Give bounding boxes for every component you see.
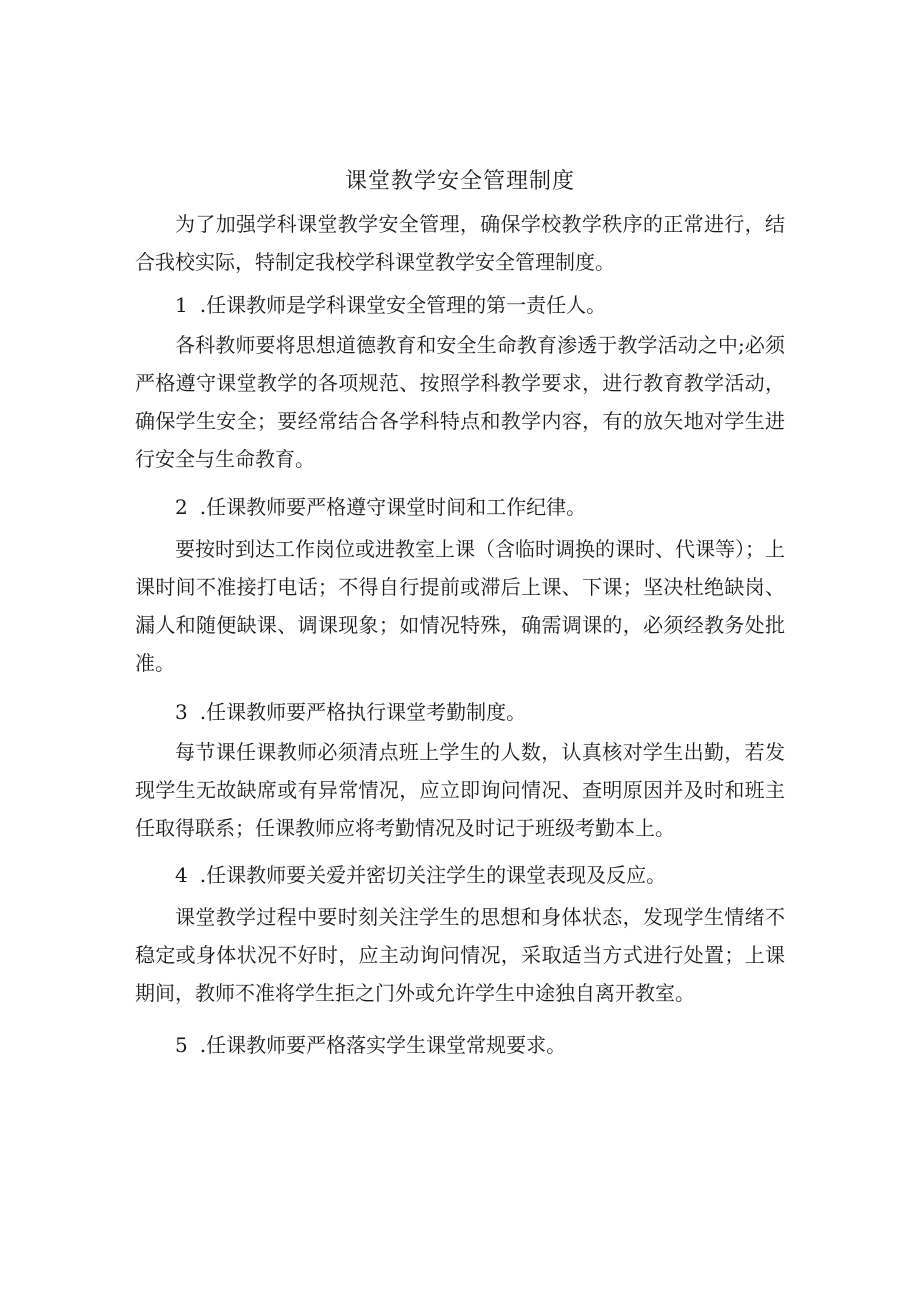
section-3-heading	[175, 697, 795, 727]
section-heading-text: .任课教师要严格落实学生课堂常规要求。	[199, 1033, 567, 1057]
intro-paragraph: 为了加强学科课堂教学安全管理，确保学校教学秩序的正常进行，结合我校实际，特制定我校学科课堂教学安全管理制度。	[135, 212, 785, 274]
section-5-heading	[175, 1030, 795, 1060]
document-title: 课堂教学安全管理制度	[344, 169, 575, 194]
section-3-body: 每节课任课教师必须清点班上学生的人数，认真核对学生出勤，若发现学生无故缺席或有异常情况，应立即询问情况、查明原因并及时和班主任取得联系；任课教师应将考勤情况及时记于班级考勤本上。	[135, 740, 785, 840]
section-number: 4	[175, 863, 188, 887]
section-2-heading	[175, 492, 795, 522]
section-number: 2	[175, 495, 188, 519]
section-1-heading	[175, 290, 795, 320]
section-heading-text: .任课教师是学科课堂安全管理的第一责任人。	[199, 293, 607, 317]
section-heading-text: .任课教师要严格执行课堂考勤制度。	[199, 700, 527, 724]
section-4-heading	[175, 860, 795, 890]
section-number: 1	[175, 293, 188, 317]
section-number: 5	[175, 1033, 188, 1057]
section-number: 3	[175, 700, 188, 724]
section-heading-text: .任课教师要严格遵守课堂时间和工作纪律。	[199, 495, 587, 519]
section-1-body: 各科教师要将思想道德教育和安全生命教育渗透于教学活动之中;必须严格遵守课堂教学的各项规范、按照学科教学要求，进行教育教学活动，确保学生安全；要经常结合各学科特点和教学内容，有的放矢地对学生进行安全与生命教育。	[135, 333, 785, 471]
section-2-body: 要按时到达工作岗位或进教室上课（含临时调换的课时、代课等）；上课时间不准接打电话；不得自行提前或滞后上课、下课；坚决杜绝缺岗、漏人和随便缺课、调课现象；如情况特殊，确需调课的，必须经教务处批准。	[135, 537, 785, 675]
section-heading-text: .任课教师要关爱并密切关注学生的课堂表现及反应。	[199, 863, 667, 887]
section-4-body: 课堂教学过程中要时刻关注学生的思想和身体状态，发现学生情绪不稳定或身体状况不好时，应主动询问情况，采取适当方式进行处置；上课期间，教师不准将学生拒之门外或允许学生中途独自离开教室。	[135, 905, 785, 1005]
